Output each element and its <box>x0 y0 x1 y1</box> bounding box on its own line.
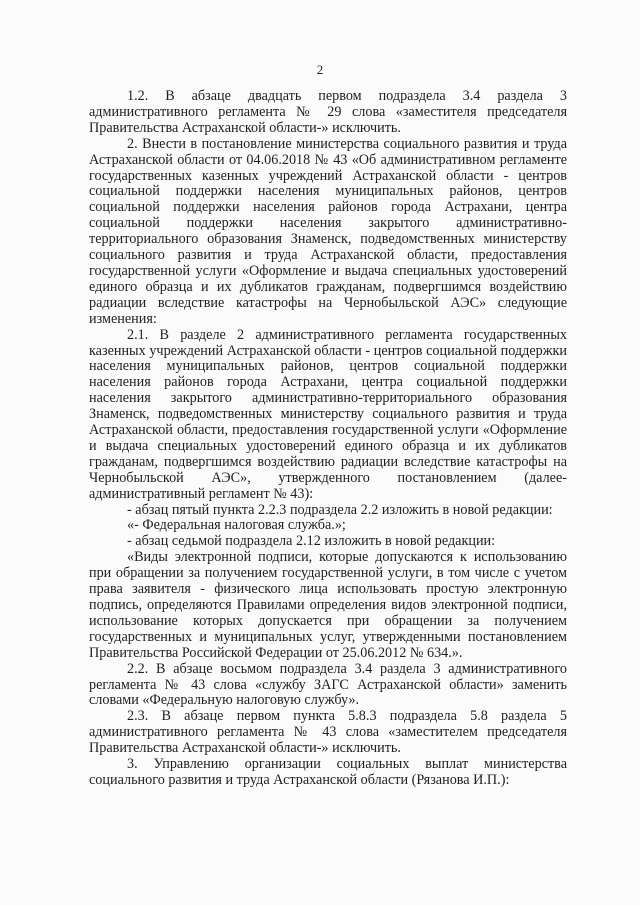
paragraph: «- Федеральная налоговая служба.»; <box>127 517 346 534</box>
paragraph: - абзац седьмой подраздела 2.12 изложить в новой редакции: <box>127 533 496 550</box>
document-body <box>89 89 567 789</box>
page-number: 2 <box>316 62 324 77</box>
paragraph: 2.2. В абзаце восьмом подраздела 3.4 раздела 3 административного регламента № 43 слова «службу ЗАГС Астраханской области» заменить словами «Федеральную налоговую службу». <box>89 660 567 709</box>
paragraph: 2.3. В абзаце первом пункта 5.8.3 подраздела 5.8 раздела 5 административного регламента № 43 слова «заместителем председателя Правительства Астраханской области-» исключить. <box>89 708 567 757</box>
paragraph: 1.2. В абзаце двадцать первом подраздела 3.4 раздела 3 административного регламента № 29 слова «заместителя председателя Правительства Астраханской области-» исключить. <box>89 88 567 136</box>
paragraph: - абзац пятый пункта 2.2.3 подраздела 2.2 изложить в новой редакции: <box>127 501 553 518</box>
paragraph: 3. Управлению организации социальных выплат министерства социального развития и труда Астраханской области (Рязанова И.П.): <box>89 756 567 788</box>
paragraph: 2.1. В разделе 2 административного регламента государственных казенных учреждений Астраханской области - центров социальной поддержки населения муниципальных районов, центров социальной поддержки населения районов города Астрахани, центра социальной поддержки населения закрытого административно-территориального образования Знаменск, подведомственных министерству социального развития и труда Астраханской области, предоставления государственной услуги «Оформление и выдача специальных удостоверений единого образца и их дубликатов гражданам, подвергшимся воздействию радиации вследствие катастрофы на Чернобыльской АЭС», утвержденного постановлением (далее-административный регламент № 43): <box>89 326 567 502</box>
paragraph: 2. Внести в постановление министерства социального развития и труда Астраханской области от 04.06.2018 № 43 «Об административном регламенте государственных казенных учреждений Астраханской области - центров социальной поддержки населения муниципальных районов, центров социальной поддержки населения районов города Астрахани, центра социальной поддержки населения закрытого административно-территориального образования Знаменск, подведомственных министерству социального развития и труда Астраханской области, предоставления государственной услуги «Оформление и выдача специальных удостоверений единого образца и их дубликатов гражданам, подвергшимся воздействию радиации вследствие катастрофы на Чернобыльской АЭС» следующие изменения: <box>89 135 567 327</box>
paragraph: «Виды электронной подписи, которые допускаются к использованию при обращении за получением государственной услуги, в том числе с учетом права заявителя - физического лица использовать простую электронную подпись, определяются Правилами определения видов электронной подписи, использование которых допускается при обращении за получением государственных и муниципальных услуг, утвержденными постановлением Правительства Российской Федерации от 25.06.2012 № 634.». <box>89 549 567 661</box>
